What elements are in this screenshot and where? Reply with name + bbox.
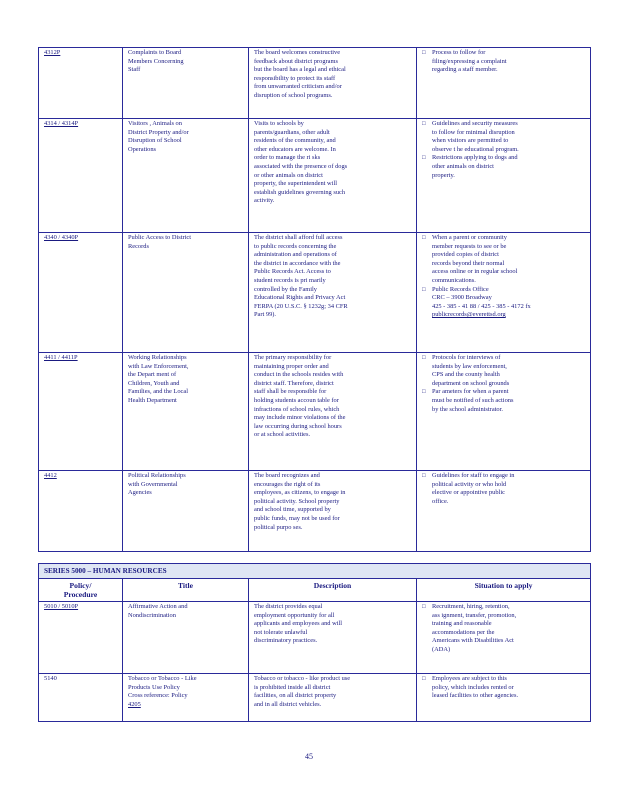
policy-code: 5140 xyxy=(44,675,57,682)
situation-line: 425 - 385 - 41 88 / 425 - 385 - 4172 fx xyxy=(432,302,531,310)
description-line: or other animals on district xyxy=(254,171,323,179)
policy-situation xyxy=(417,119,591,233)
description-line: encourages the right of its xyxy=(254,480,321,488)
description-line: district staff. Therefore, district xyxy=(254,379,334,387)
column-header-row xyxy=(39,579,591,602)
table-row xyxy=(39,233,591,353)
description-line: The board recognizes and xyxy=(254,472,320,479)
situation-line: Americans with Disabilities Act xyxy=(432,637,514,645)
description-line: or at school activities. xyxy=(254,431,311,439)
situation-line: property. xyxy=(432,171,455,179)
header-line: Procedure xyxy=(63,590,98,599)
description-line: property, the superintendent will xyxy=(254,180,337,188)
policy-description xyxy=(249,48,417,119)
situation-line: ass ignment, transfer, promotion, xyxy=(432,611,517,619)
description-line: infractions of school rules, which xyxy=(254,405,340,413)
description-line: but the board has a legal and ethical xyxy=(254,66,346,74)
situation-line: observe t he educational program. xyxy=(432,145,519,153)
title-line: Nondiscrimination xyxy=(128,611,176,619)
table-row xyxy=(39,353,591,471)
description-line: administration and operations of xyxy=(254,251,337,259)
situation-line: □ When a parent or community xyxy=(432,234,507,241)
title-line: Tobacco or Tobacco - Like xyxy=(128,675,197,682)
description-line: may include minor violations of the xyxy=(254,414,346,422)
description-line: employment opportunity for all xyxy=(254,611,335,619)
policy-title xyxy=(123,119,249,233)
situation-line: accommodations per the xyxy=(432,628,495,636)
title-line: Public Access to District xyxy=(128,234,192,241)
title-line: with Governmental xyxy=(128,480,178,488)
description-line: FERPA (20 U.S.C. § 1232g; 34 CFR xyxy=(254,302,348,310)
description-line: The district provides equal xyxy=(254,603,323,610)
policy-number xyxy=(39,119,123,233)
situation-bullet xyxy=(422,472,586,506)
policy-code: 4312P xyxy=(44,49,61,56)
table-row xyxy=(39,602,591,674)
situation-bullet xyxy=(422,154,586,180)
description-line: establish guidelines governing such xyxy=(254,188,346,196)
situation-line: regarding a staff member. xyxy=(432,66,498,74)
policy-description xyxy=(249,471,417,552)
description-line: feedback about district programs xyxy=(254,57,338,65)
situation-line: □ Employees are subject to this xyxy=(432,675,507,682)
situation-line: policy, which includes rented or xyxy=(432,683,514,691)
page-number: 45 xyxy=(305,752,313,761)
situation-line: office. xyxy=(432,497,449,505)
policy-number xyxy=(39,48,123,119)
description-line: to public records concerning the xyxy=(254,242,337,250)
title-line: Working Relationships xyxy=(128,354,187,361)
description-line: conduct in the schools resides with xyxy=(254,371,344,379)
situation-line: member requests to see or be xyxy=(432,242,507,250)
title-line: Staff xyxy=(128,66,141,74)
situation-line: provided copies of district xyxy=(432,251,499,259)
description-line: activity. xyxy=(254,197,275,205)
table-row xyxy=(39,471,591,552)
description-line: not tolerate unlawful xyxy=(254,628,308,636)
situation-bullet xyxy=(422,49,586,75)
policy-situation xyxy=(417,233,591,353)
policy-title xyxy=(123,48,249,119)
policy-title xyxy=(123,471,249,552)
situation-line: □ Protocols for interviews of xyxy=(432,354,501,361)
description-line: responsibility to protect its staff xyxy=(254,74,336,82)
table-row xyxy=(39,674,591,722)
policy-description xyxy=(249,602,417,674)
situation-bullet xyxy=(422,675,586,701)
situation-line: □ Guidelines and security measures xyxy=(432,120,518,127)
situation-line: to follow for minimal disruption xyxy=(432,128,515,136)
description-line: controlled by the Family xyxy=(254,285,318,293)
title-line: District Property and/or xyxy=(128,128,189,136)
policy-number xyxy=(39,471,123,552)
description-line: employees, as citizens, to engage in xyxy=(254,489,346,497)
description-line: from unwarranted criticism and/or xyxy=(254,83,342,91)
policy-number xyxy=(39,233,123,353)
policy-code: 4314 / 4314P xyxy=(44,120,79,127)
header-line: Policy/ xyxy=(69,581,92,590)
situation-bullet xyxy=(422,603,586,655)
policy-code: 4411 / 4411P xyxy=(44,354,78,361)
policy-table-continued xyxy=(38,47,591,552)
description-line: Part 99). xyxy=(254,311,277,319)
policy-description xyxy=(249,233,417,353)
description-line: The board welcomes constructive xyxy=(254,49,341,56)
title-line: with Law Enforcement, xyxy=(128,362,189,370)
situation-bullet xyxy=(422,234,586,286)
situation-line: department on school grounds xyxy=(432,379,510,387)
cross-reference-link[interactable]: 4205 xyxy=(128,700,141,708)
situation-line: (ADA) xyxy=(432,645,451,653)
situation-line: other animals on district xyxy=(432,162,494,170)
title-line: Products Use Policy xyxy=(128,683,180,691)
description-line: student records is pri marily xyxy=(254,276,326,284)
column-header-policy xyxy=(39,579,123,602)
title-line: Members Concerning xyxy=(128,57,184,65)
title-line: Political Relationships xyxy=(128,472,186,479)
policy-description xyxy=(249,674,417,722)
description-line: and school time, supported by xyxy=(254,506,331,514)
description-line: associated with the presence of dogs xyxy=(254,162,348,170)
title-line: Families, and the Local xyxy=(128,388,188,396)
description-line: facilities, on all district property xyxy=(254,692,337,700)
title-line: Disruption of School xyxy=(128,137,182,145)
series-title: SERIES 5000 – HUMAN RESOURCES xyxy=(39,564,591,579)
situation-line: □ Recruitment, hiring, retention, xyxy=(432,603,510,610)
description-line: The primary responsibility for xyxy=(254,354,332,361)
series-5000-table xyxy=(38,563,591,722)
title-line: Operations xyxy=(128,145,157,153)
situation-line: political activity or who hold xyxy=(432,480,507,488)
description-line: Visits to schools by xyxy=(254,120,304,127)
title-line: Records xyxy=(128,242,149,250)
policy-situation xyxy=(417,674,591,722)
situation-line: by the school administrator. xyxy=(432,405,503,413)
title-line: Complaints to Board xyxy=(128,49,182,56)
situation-line: filing/expressing a complaint xyxy=(432,57,507,65)
title-line: Children, Youth and xyxy=(128,379,180,387)
description-line: staff shall be responsible for xyxy=(254,388,327,396)
situation-line: records beyond their normal xyxy=(432,259,505,267)
situation-line: when visitors are permitted to xyxy=(432,137,509,145)
series-header-row xyxy=(39,564,591,579)
situation-bullet xyxy=(422,286,586,320)
policy-number xyxy=(39,674,123,722)
situation-bullet xyxy=(422,354,586,388)
policy-title xyxy=(123,353,249,471)
situation-bullet xyxy=(422,388,586,414)
description-line: Tobacco or tobacco - like product use xyxy=(254,675,351,682)
column-header-description: Description xyxy=(249,579,417,602)
policy-description xyxy=(249,119,417,233)
description-line: holding students accoun table for xyxy=(254,396,339,404)
table-row xyxy=(39,119,591,233)
situation-line: access online or in regular school xyxy=(432,268,518,276)
description-line: Public Records Act. Access to xyxy=(254,268,331,276)
column-header-title: Title xyxy=(123,579,249,602)
situation-line: leased facilities to other agencies. xyxy=(432,692,519,700)
situation-line: CPS and the county health xyxy=(432,371,500,379)
policy-title xyxy=(123,602,249,674)
column-header-situation: Situation to apply xyxy=(417,579,591,602)
description-line: political activity. School property xyxy=(254,497,340,505)
situation-line: □ Process to follow for xyxy=(432,49,486,56)
policy-title xyxy=(123,233,249,353)
policy-situation xyxy=(417,602,591,674)
description-line: public funds, may not be used for xyxy=(254,514,340,522)
title-line: Cross reference: Policy xyxy=(128,692,188,700)
title-line: the Depart ment of xyxy=(128,371,177,379)
description-line: is prohibited inside all district xyxy=(254,683,331,691)
description-line: discriminatory practices. xyxy=(254,637,318,645)
table-row xyxy=(39,48,591,119)
policy-situation xyxy=(417,471,591,552)
policy-code: 4412 xyxy=(44,472,57,479)
description-line: applicants and employees and will xyxy=(254,620,343,628)
situation-line: □ Restrictions applying to dogs and xyxy=(432,154,518,162)
policy-title xyxy=(123,674,249,722)
policy-number xyxy=(39,602,123,674)
policy-code: 4340 / 4340P xyxy=(44,234,79,241)
situation-bullet xyxy=(422,120,586,154)
description-line: maintaining proper order and xyxy=(254,362,329,370)
situation-line: □ Par ameters for when a parent xyxy=(432,388,509,396)
description-line: and in all district vehicles. xyxy=(254,700,322,708)
description-line: parents/guardians, other adult xyxy=(254,128,330,136)
email-link[interactable]: publicrecords@everettsd.org xyxy=(432,311,506,319)
description-line: the district in accordance with the xyxy=(254,259,341,267)
description-line: residents of the community, and xyxy=(254,137,336,145)
description-line: political purpo ses. xyxy=(254,523,303,531)
situation-line: must be notified of such actions xyxy=(432,396,514,404)
description-line: law occurring during school hours xyxy=(254,422,342,430)
situation-line: communications. xyxy=(432,276,476,284)
policy-number xyxy=(39,353,123,471)
description-line: disruption of school programs. xyxy=(254,91,333,99)
description-line: order to manage the ri sks xyxy=(254,154,321,162)
policy-situation xyxy=(417,353,591,471)
description-line: Educational Rights and Privacy Act xyxy=(254,294,346,302)
title-line: Agencies xyxy=(128,489,152,497)
situation-line: □ Guidelines for staff to engage in xyxy=(432,472,515,479)
situation-line: elective or appointive public xyxy=(432,489,505,497)
description-line: other educators are welcome. In xyxy=(254,145,336,153)
situation-line: CRC – 3900 Broadway xyxy=(432,294,492,302)
policy-situation xyxy=(417,48,591,119)
situation-line: training and reasonable xyxy=(432,620,492,628)
policy-description xyxy=(249,353,417,471)
policy-code: 5010 / 5010P xyxy=(44,603,79,610)
title-line: Visitors , Animals on xyxy=(128,120,182,127)
situation-line: students by law enforcement, xyxy=(432,362,507,370)
description-line: The district shall afford full access xyxy=(254,234,343,241)
situation-line: □ Public Records Office xyxy=(432,285,489,293)
title-line: Affirmative Action and xyxy=(128,603,188,610)
title-line: Health Department xyxy=(128,396,177,404)
